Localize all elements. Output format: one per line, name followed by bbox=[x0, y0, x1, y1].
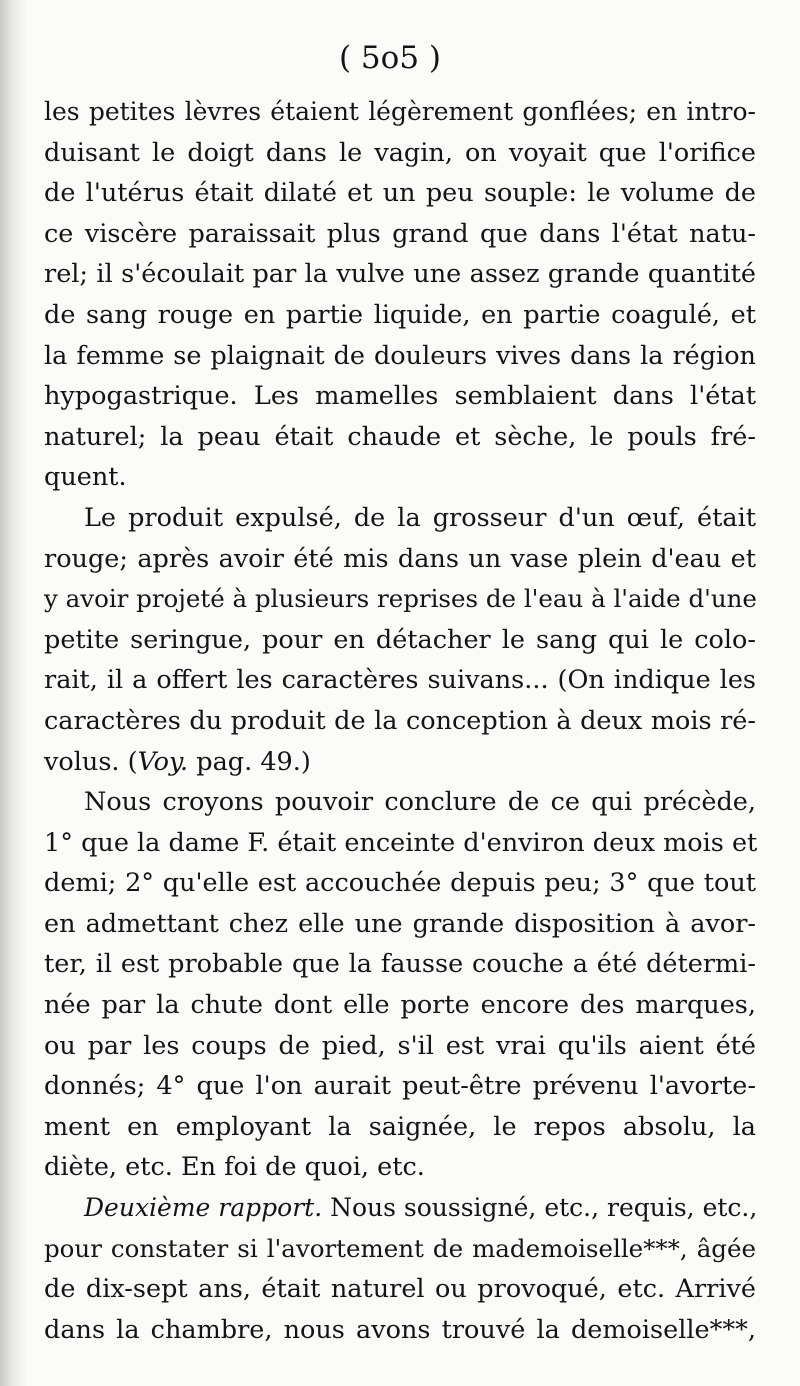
text-line: demi; 2° qu'elle est accouchée depuis peu; 3° que tout bbox=[44, 868, 756, 899]
paragraph-3 bbox=[44, 782, 756, 1188]
text-line: pour constater si l'avortement de mademoiselle***, âgée bbox=[44, 1233, 756, 1263]
text-line: donnés; 4° que l'on aurait peut-être prévenu l'avorte- bbox=[44, 1071, 756, 1102]
paragraph-4 bbox=[44, 1188, 756, 1350]
section-heading-italic: Deuxième rapport. bbox=[84, 1193, 323, 1223]
paragraph-1 bbox=[44, 92, 756, 498]
text-line: duisant le doigt dans le vagin, on voyait que l'orifice bbox=[44, 137, 756, 168]
text-line: née par la chute dont elle porte encore des marques, bbox=[44, 990, 756, 1021]
text-line: ment en employant la saignée, le repos absolu, la bbox=[44, 1111, 756, 1142]
text-line: Nous croyons pouvoir conclure de ce qui précède, bbox=[84, 787, 756, 818]
text-line bbox=[44, 742, 756, 783]
italic-reference: Voy. bbox=[137, 746, 189, 777]
body-text bbox=[44, 92, 756, 1350]
text-line: ou par les coups de pied, s'il est vrai qu'ils aient été bbox=[44, 1030, 756, 1061]
text-line: ce viscère paraissait plus grand que dans l'état natu- bbox=[44, 218, 756, 249]
text-line: de l'utérus était dilaté et un peu souple: le volume de bbox=[44, 178, 756, 209]
text-line: ter, il est probable que la fausse couche a été détermi- bbox=[44, 949, 756, 980]
text-line: rouge; après avoir été mis dans un vase plein d'eau et bbox=[44, 543, 756, 574]
text-line: y avoir projeté à plusieurs reprises de l'eau à l'aide d'une bbox=[44, 584, 757, 614]
text-line: 1° que la dame F. était enceinte d'environ deux mois et bbox=[44, 827, 758, 858]
text-line: diète, etc. En foi de quoi, etc. bbox=[44, 1152, 425, 1183]
text-line: rel; il s'écoulait par la vulve une assez grande quantité bbox=[44, 259, 756, 290]
text-line: Le produit expulsé, de la grosseur d'un œuf, était bbox=[84, 502, 756, 533]
text-line: quent. bbox=[44, 462, 127, 493]
text-line: dans la chambre, nous avons trouvé la demoiselle***, bbox=[44, 1314, 756, 1345]
text-line bbox=[44, 1188, 756, 1229]
paragraph-2 bbox=[44, 498, 756, 782]
text-line: hypogastrique. Les mamelles semblaient dans l'état bbox=[44, 381, 756, 412]
text-line: naturel; la peau était chaude et sèche, le pouls fré- bbox=[44, 421, 756, 452]
text-line: de sang rouge en partie liquide, en partie coagulé, et bbox=[44, 299, 756, 330]
text-span: pag. 49.) bbox=[188, 746, 311, 777]
text-line: petite seringue, pour en détacher le sang qui le colo- bbox=[44, 624, 756, 655]
text-line: rait, il a offert les caractères suivans... (On indique les bbox=[44, 665, 756, 696]
text-line: la femme se plaignait de douleurs vives dans la région bbox=[44, 340, 756, 371]
page-binding-shadow bbox=[0, 0, 28, 1386]
text-span: volus. ( bbox=[44, 746, 138, 777]
page-number: ( 5o5 ) bbox=[338, 40, 441, 76]
text-span: Nous soussigné, etc., requis, etc., bbox=[322, 1193, 758, 1223]
text-line: les petites lèvres étaient légèrement gonflées; en intro- bbox=[44, 97, 756, 126]
text-line: de dix-sept ans, était naturel ou provoqué, etc. Arrivé bbox=[44, 1274, 756, 1305]
text-line: caractères du produit de la conception à deux mois ré- bbox=[44, 705, 756, 736]
text-line: en admettant chez elle une grande disposition à avor- bbox=[44, 908, 756, 939]
